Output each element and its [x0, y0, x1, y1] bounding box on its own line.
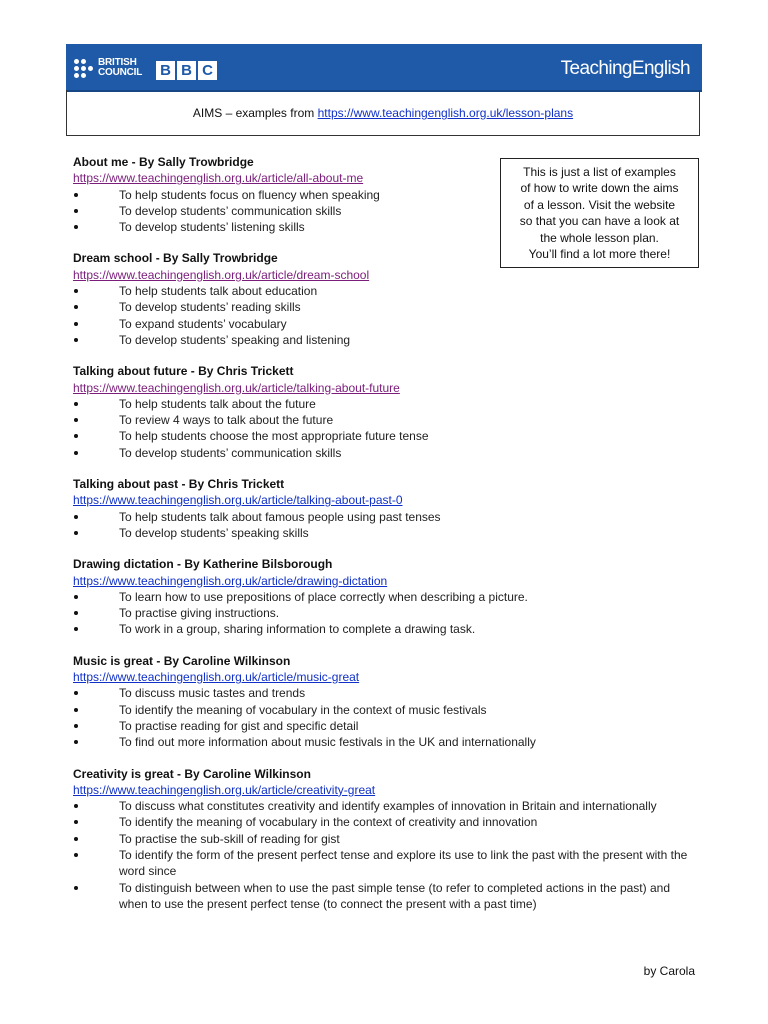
- aim-item: To work in a group, sharing information to complete a drawing task.: [73, 621, 693, 637]
- british-council-logo: [74, 58, 154, 80]
- lesson-link[interactable]: https://www.teachingenglish.org.uk/article/creativity-great: [73, 782, 376, 797]
- lesson-section: [73, 250, 693, 348]
- lesson-title: [73, 653, 693, 669]
- lesson-url-row: [73, 380, 693, 396]
- note-line: the whole lesson plan.: [540, 230, 659, 245]
- aim-item: To help students choose the most appropriate future tense: [73, 428, 693, 444]
- aims-list: [73, 509, 693, 542]
- lesson-author: - By Caroline Wilkinson: [153, 653, 291, 668]
- lesson-title: [73, 363, 693, 379]
- aims-list: [73, 589, 693, 638]
- lesson-title-text: Drawing dictation: [73, 557, 174, 572]
- note-line: This is just a list of examples: [523, 165, 676, 179]
- aim-item: To help students focus on fluency when speaking: [73, 187, 693, 203]
- aim-item: To develop students’ reading skills: [73, 299, 693, 315]
- lesson-link[interactable]: https://www.teachingenglish.org.uk/article/all-about-me: [73, 171, 364, 186]
- lesson-author: - By Sally Trowbridge: [152, 251, 278, 266]
- note-line: of a lesson. Visit the website: [523, 197, 676, 212]
- aims-list: [73, 798, 693, 912]
- lesson-link[interactable]: https://www.teachingenglish.org.uk/article/dream-school: [73, 267, 370, 282]
- lesson-plans-link[interactable]: https://www.teachingenglish.org.uk/lesson-plans: [317, 106, 574, 120]
- aim-item: To help students talk about the future: [73, 396, 693, 412]
- aim-item: To practise reading for gist and specific detail: [73, 718, 693, 734]
- lesson-url-row: [73, 492, 693, 508]
- lesson-title: [73, 556, 693, 572]
- aim-item: To discuss music tastes and trends: [73, 685, 693, 701]
- lesson-title-text: Talking about past: [73, 477, 179, 492]
- aims-list: [73, 396, 693, 461]
- lesson-title-text: Dream school: [73, 251, 153, 266]
- lesson-section: [73, 363, 693, 461]
- lesson-author: - By Caroline Wilkinson: [173, 766, 311, 781]
- lesson-title-text: Talking about future: [73, 364, 188, 379]
- lesson-url-row: [73, 669, 693, 685]
- lesson-list: [73, 154, 693, 927]
- header-banner: [66, 44, 702, 92]
- lesson-section: [73, 154, 693, 235]
- aim-item: To review 4 ways to talk about the future: [73, 412, 693, 428]
- aims-heading-prefix: AIMS – examples from: [192, 106, 318, 120]
- lesson-link[interactable]: https://www.teachingenglish.org.uk/article/music-great: [73, 670, 360, 685]
- note-line: of how to write down the aims: [520, 181, 679, 196]
- aim-item: To practise the sub-skill of reading for gist: [73, 831, 693, 847]
- lesson-title-text: Music is great: [73, 653, 154, 668]
- aim-item: To distinguish between when to use the past simple tense (to refer to completed actions in the past) and when to use the present perfect tense (to connect the present with a past time): [73, 880, 693, 913]
- lesson-url-row: [73, 267, 693, 283]
- bbc-logo: B B C: [156, 61, 217, 80]
- lesson-section: [73, 766, 693, 913]
- lesson-title: [73, 250, 693, 266]
- aims-list: [73, 685, 693, 750]
- lesson-title-text: About me: [73, 155, 129, 169]
- british-council-wordmark: BRITISH COUNCIL: [98, 57, 143, 78]
- teaching-english-logo: TeachingEnglish: [560, 58, 690, 79]
- lesson-title: [73, 476, 693, 492]
- lesson-section: [73, 476, 693, 541]
- aim-item: To develop students’ speaking skills: [73, 525, 693, 541]
- lesson-author: - By Chris Trickett: [187, 364, 294, 379]
- aims-heading: [66, 90, 700, 136]
- note-line: You’ll find a lot more there!: [528, 247, 671, 262]
- lesson-section: [73, 653, 693, 751]
- aim-item: To identify the meaning of vocabulary in the context of creativity and innovation: [73, 814, 693, 830]
- aim-item: To help students talk about education: [73, 283, 693, 299]
- aim-item: To develop students’ listening skills: [73, 219, 693, 235]
- aim-item: To develop students’ communication skills: [73, 445, 693, 461]
- lesson-author: - By Sally Trowbridge: [128, 155, 254, 169]
- lesson-url-row: [73, 573, 693, 589]
- aim-item: To discuss what constitutes creativity and identify examples of innovation in Britain and internationally: [73, 798, 693, 814]
- lesson-section: [73, 556, 693, 637]
- lesson-url-row: [73, 170, 693, 186]
- aim-item: To develop students’ communication skills: [73, 203, 693, 219]
- lesson-link[interactable]: https://www.teachingenglish.org.uk/article/talking-about-future: [73, 380, 400, 395]
- aim-item: To help students talk about famous people using past tenses: [73, 509, 693, 525]
- aims-list: [73, 283, 693, 348]
- byline: by Carola: [643, 964, 695, 978]
- lesson-author: - By Chris Trickett: [178, 477, 285, 492]
- aim-item: To develop students’ speaking and listening: [73, 332, 693, 348]
- note-line: so that you can have a look at: [519, 214, 680, 229]
- aim-item: To practise giving instructions.: [73, 605, 693, 621]
- lesson-author: - By Katherine Bilsborough: [173, 557, 333, 572]
- lesson-title: [73, 154, 693, 170]
- lesson-title: [73, 766, 693, 782]
- british-council-dots-icon: [74, 59, 94, 79]
- aims-list: [73, 187, 693, 236]
- aim-item: To find out more information about music festivals in the UK and internationally: [73, 734, 693, 750]
- aim-item: To expand students’ vocabulary: [73, 316, 693, 332]
- aim-item: To identify the meaning of vocabulary in the context of music festivals: [73, 702, 693, 718]
- aim-item: To learn how to use prepositions of place correctly when describing a picture.: [73, 589, 693, 605]
- lesson-url-row: [73, 782, 693, 798]
- lesson-link[interactable]: https://www.teachingenglish.org.uk/article/drawing-dictation: [73, 573, 388, 588]
- aim-item: To identify the form of the present perfect tense and explore its use to link the past with the present with the word since: [73, 847, 693, 880]
- lesson-title-text: Creativity is great: [73, 766, 174, 781]
- lesson-link[interactable]: https://www.teachingenglish.org.uk/article/talking-about-past-0: [73, 493, 403, 508]
